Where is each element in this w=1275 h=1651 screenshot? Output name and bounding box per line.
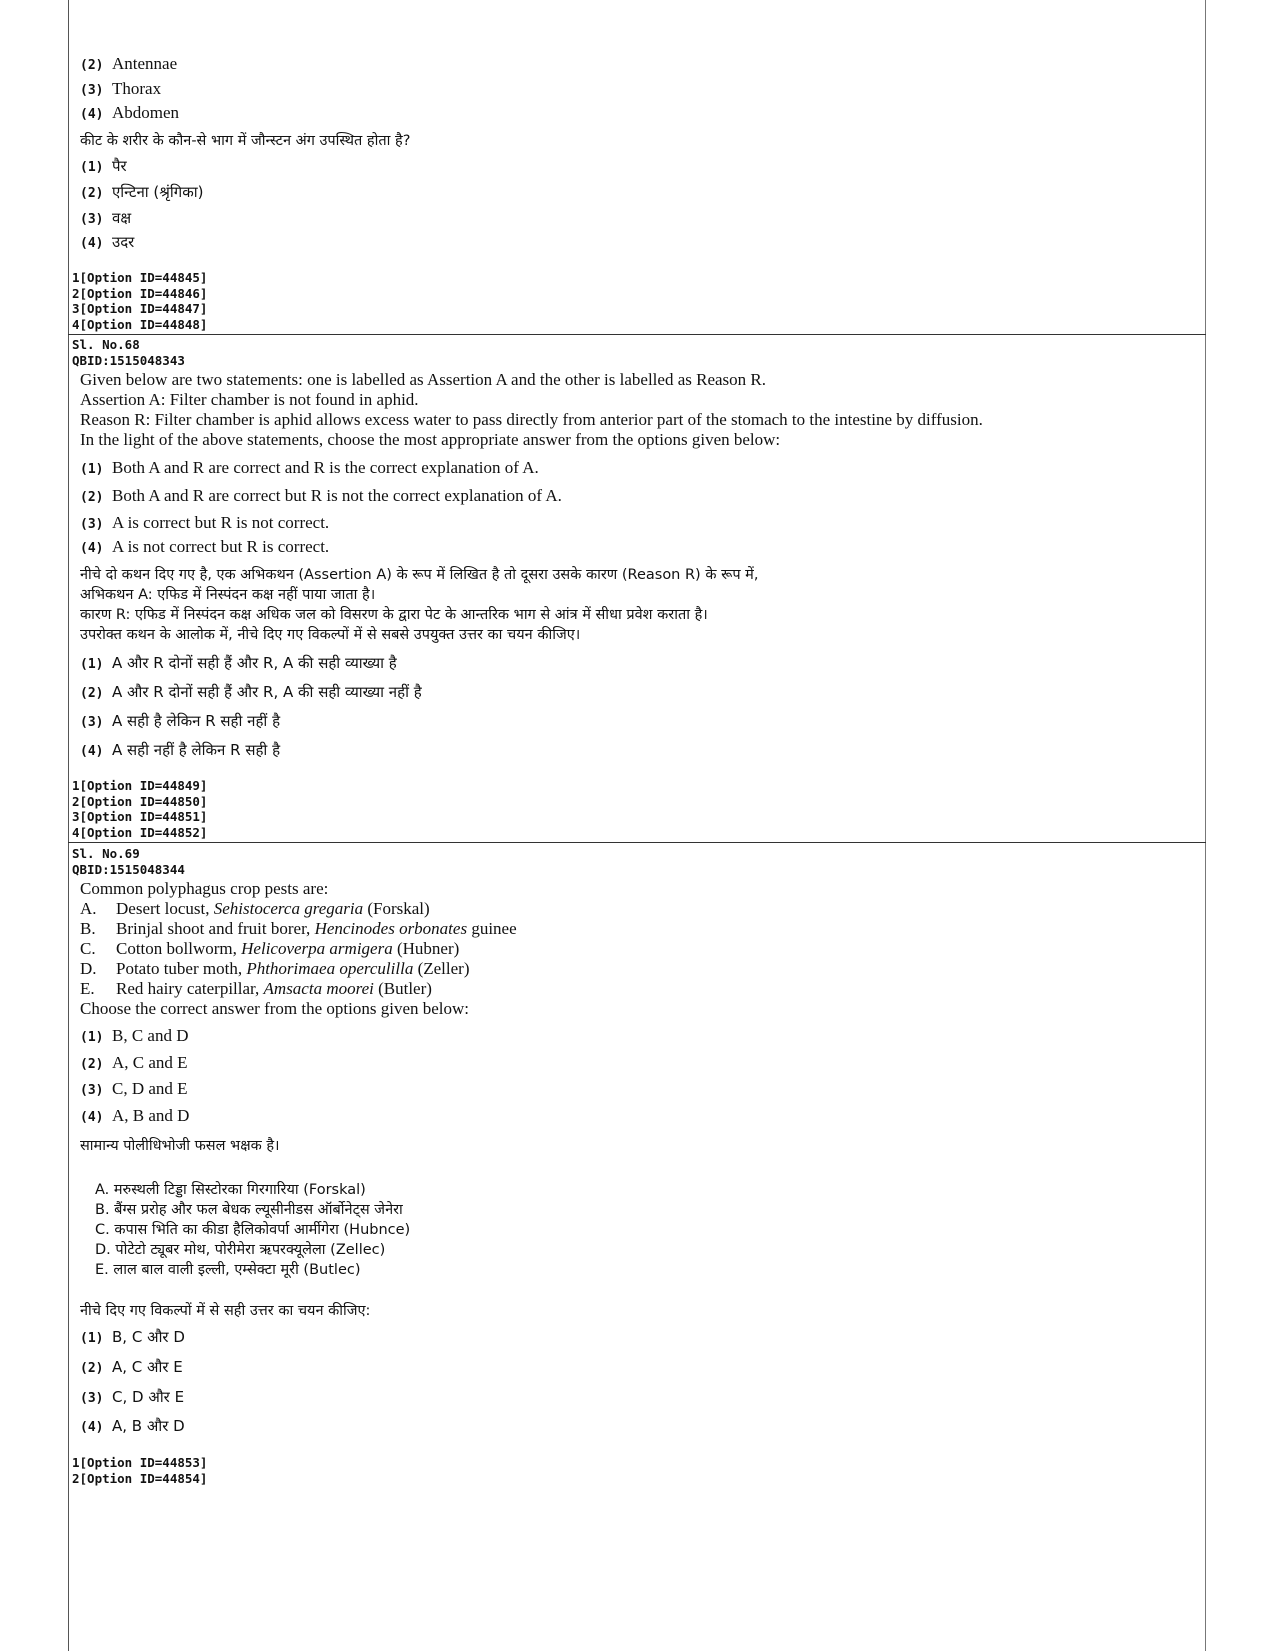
q69-hi-item-a: A. मरुस्थली टिड्डा सिस्टोरका गिरगारिया (Forskal) — [95, 1182, 366, 1198]
option-id: 4[Option ID=44848] — [72, 316, 208, 332]
question-separator — [68, 334, 1206, 335]
option-id: 1[Option ID=44853] — [72, 1455, 208, 1470]
option-id: 2[Option ID=44850] — [72, 793, 208, 809]
q68-en-line-3: Reason R: Filter chamber is aphid allows excess water to pass directly from anterior part of the stomach to the intestine by diffusion. — [80, 410, 983, 429]
q69-en-item-c: C. Cotton bollworm, Helicoverpa armigera (Hubner) — [80, 939, 460, 958]
q67-hi-option-2: (2) एन्टिना (श्रृंगिका) — [80, 183, 204, 201]
q69-en-item-e: E. Red hairy caterpillar, Amsacta moorei (Butler) — [80, 979, 432, 998]
q67-en-option-4: (4) Abdomen — [80, 103, 180, 122]
q68-option-ids — [72, 778, 207, 840]
option-id: 3[Option ID=44851] — [72, 809, 208, 824]
q69-hi-option-1: (1) B, C और D — [80, 1328, 185, 1346]
q68-hi-line-4: उपरोक्त कथन के आलोक में, नीचे दिए गए विकल्पों में से सबसे उपयुक्त उत्तर का चयन कीजिए। — [80, 627, 581, 643]
q69-en-option-2: (2) A, C and E — [80, 1053, 188, 1072]
q67-hi-question: कीट के शरीर के कौन-से भाग में जौन्स्टन अंग उपस्थित होता है? — [80, 133, 411, 149]
q68-hi-line-1: नीचे दो कथन दिए गए है, एक अभिकथन (Assertion A) के रूप में लिखित है तो दूसरा उसके कारण (Reason R) के रूप में, — [80, 567, 759, 583]
option-id: 1[Option ID=44849] — [72, 778, 208, 793]
q68-hi-option-1: (1) A और R दोनों सही हैं और R, A की सही व्याख्या है — [80, 654, 397, 672]
q69-hi-choose: नीचे दिए गए विकल्पों में से सही उत्तर का चयन कीजिए: — [80, 1303, 371, 1319]
q68-hi-option-2: (2) A और R दोनों सही हैं और R, A की सही व्याख्या नहीं है — [80, 683, 422, 701]
option-id: 2[Option ID=44846] — [72, 285, 208, 301]
q68-en-option-4: (4) A is not correct but R is correct. — [80, 537, 330, 556]
page-frame — [68, 0, 1206, 1651]
q68-hi-option-4: (4) A सही नहीं है लेकिन R सही है — [80, 741, 281, 759]
q69-hi-item-b: B. बैंग्स प्ररोह और फल बेधक ल्यूसीनीडस ऑर्बोनेट्स जेनेरा — [95, 1202, 403, 1218]
sl-no: Sl. No.69 — [72, 846, 140, 861]
question-separator — [68, 842, 1206, 843]
q67-en-option-2: (2) Antennae — [80, 54, 178, 73]
q68-en-option-1: (1) Both A and R are correct and R is the correct explanation of A. — [80, 458, 539, 477]
q69-hi-option-3: (3) C, D और E — [80, 1388, 185, 1406]
q68-header — [72, 337, 185, 368]
q67-hi-option-4: (4) उदर — [80, 233, 135, 251]
q67-hi-option-3: (3) वक्ष — [80, 209, 132, 227]
q69-en-option-4: (4) A, B and D — [80, 1106, 190, 1125]
q69-en-option-3: (3) C, D and E — [80, 1079, 188, 1098]
q69-en-item-b: B. Brinjal shoot and fruit borer, Hencinodes orbonates guinee — [80, 919, 517, 938]
q68-en-line-1: Given below are two statements: one is labelled as Assertion A and the other is labelled as Reason R. — [80, 370, 766, 389]
q69-header — [72, 846, 185, 877]
q69-en-choose: Choose the correct answer from the options given below: — [80, 999, 470, 1018]
q69-hi-item-d: D. पोटेटो ट्यूबर मोथ, पोरीमेरा ऋपरक्यूलेला (Zellec) — [95, 1242, 386, 1258]
qbid: QBID:1515048344 — [72, 861, 185, 877]
q68-en-option-3: (3) A is correct but R is not correct. — [80, 513, 330, 532]
q69-en-item-a: A. Desert locust, Sehistocerca gregaria (Forskal) — [80, 899, 430, 918]
q69-en-option-1: (1) B, C and D — [80, 1026, 189, 1045]
q69-hi-item-e: E. लाल बाल वाली इल्ली, एम्सेक्टा मूरी (Butlec) — [95, 1262, 361, 1278]
q67-option-ids — [72, 270, 207, 332]
q68-hi-line-3: कारण R: एफिड में निस्पंदन कक्ष अधिक जल को विसरण के द्वारा पेट के आन्तरिक भाग से आंत्र में सीधा प्रवेश कराता है। — [80, 607, 708, 623]
q68-en-option-2: (2) Both A and R are correct but R is not the correct explanation of A. — [80, 486, 562, 505]
q69-hi-item-c: C. कपास भिति का कीडा हैलिकोवर्पा आर्मीगेरा (Hubnce) — [95, 1222, 411, 1238]
sl-no: Sl. No.68 — [72, 337, 140, 352]
option-id: 3[Option ID=44847] — [72, 301, 208, 316]
q69-en-intro: Common polyphagus crop pests are: — [80, 879, 329, 898]
qbid: QBID:1515048343 — [72, 352, 185, 368]
q69-option-ids — [72, 1455, 207, 1486]
q68-hi-option-3: (3) A सही है लेकिन R सही नहीं है — [80, 712, 281, 730]
q69-hi-option-4: (4) A, B और D — [80, 1417, 185, 1435]
q68-en-line-2: Assertion A: Filter chamber is not found in aphid. — [80, 390, 419, 409]
option-id: 4[Option ID=44852] — [72, 824, 208, 840]
q68-en-line-4: In the light of the above statements, choose the most appropriate answer from the options given below: — [80, 430, 781, 449]
q67-en-option-3: (3) Thorax — [80, 79, 162, 98]
option-id: 2[Option ID=44854] — [72, 1470, 208, 1486]
q68-hi-line-2: अभिकथन A: एफिड में निस्पंदन कक्ष नहीं पाया जाता है। — [80, 587, 376, 603]
q69-hi-intro: सामान्य पोलीधिभोजी फसल भक्षक है। — [80, 1138, 280, 1154]
q69-hi-option-2: (2) A, C और E — [80, 1358, 183, 1376]
option-id: 1[Option ID=44845] — [72, 270, 208, 285]
q69-en-item-d: D. Potato tuber moth, Phthorimaea operculilla (Zeller) — [80, 959, 470, 978]
q67-hi-option-1: (1) पैर — [80, 157, 127, 175]
